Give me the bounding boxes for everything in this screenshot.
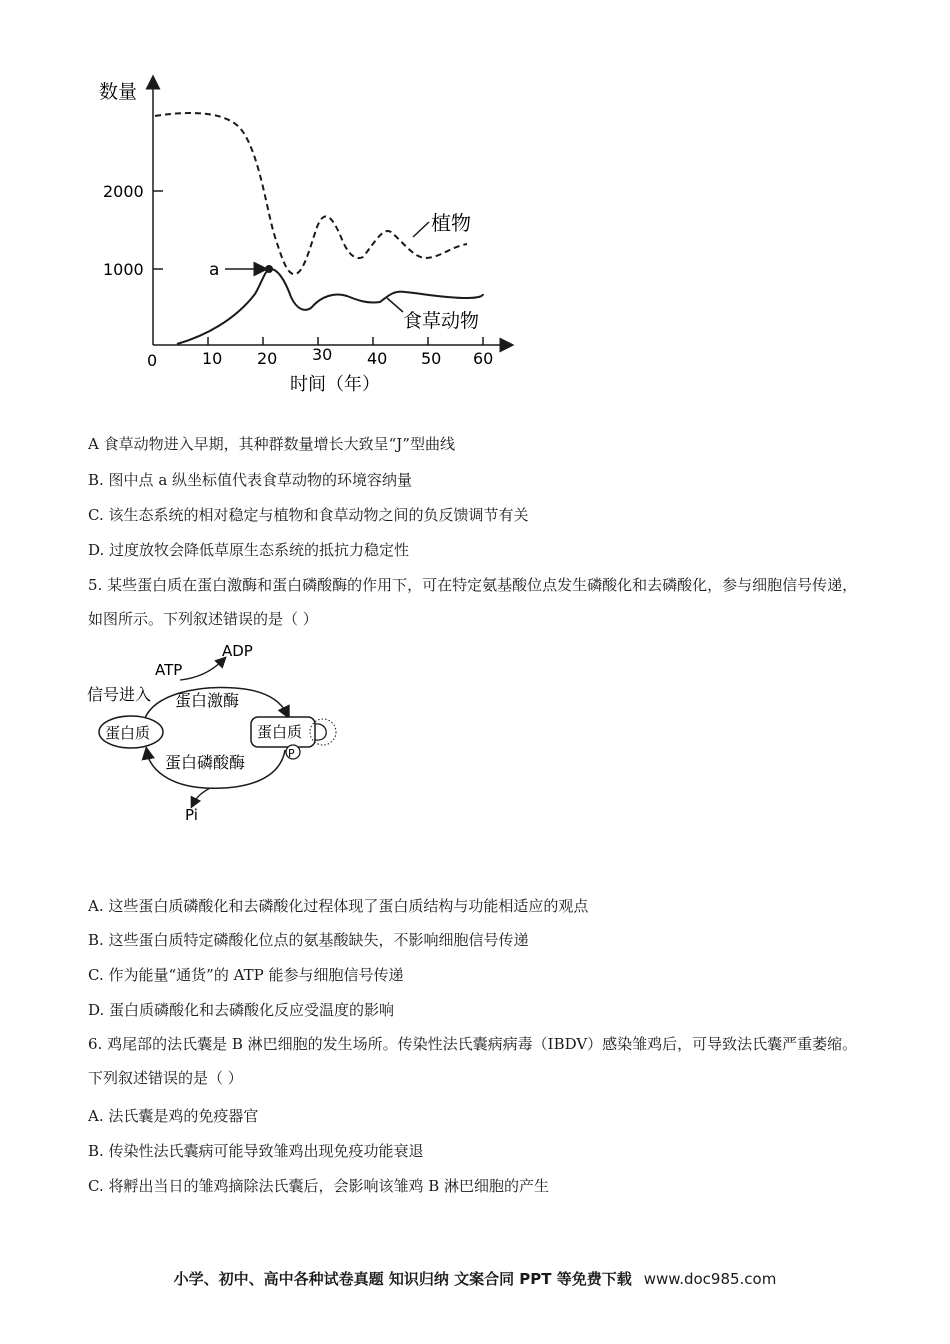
x-tick-50: 50 — [421, 349, 442, 368]
point-a — [265, 265, 273, 273]
q5-stem: 5. 某些蛋白质在蛋白激酶和蛋白磷酸酶的作用下，可在特定氨基酸位点发生磷酸化和去磷酸化，参与细胞信号传递，如图所示。下列叙述错误的是（ ） — [88, 576, 858, 628]
q4-option-b: B. 图中点 a 纵坐标值代表食草动物的环境容纳量 — [88, 471, 413, 489]
pi-arrow — [193, 788, 210, 804]
pi-label: Pi — [185, 806, 198, 824]
x-tick-40: 40 — [367, 349, 388, 368]
q4-option-a: A 食草动物进入早期，其种群数量增长大致呈“J”型曲线 — [88, 435, 455, 453]
x-tick-60: 60 — [473, 349, 494, 368]
protein-label: 蛋白质 — [105, 724, 151, 742]
q6-option-b: B. 传染性法氏囊病可能导致雏鸡出现免疫功能衰退 — [88, 1142, 424, 1160]
q5-option-c: C. 作为能量“通货”的 ATP 能参与细胞信号传递 — [88, 966, 404, 984]
kinase-label: 蛋白激酶 — [175, 691, 240, 710]
point-a-label: a — [209, 260, 220, 280]
x-axis-label: 时间（年） — [290, 374, 380, 395]
footer-url[interactable]: www.doc985.com — [643, 1270, 777, 1288]
y-axis-label: 数量 — [99, 81, 138, 103]
footer — [0, 1268, 950, 1289]
x-tick-30: 30 — [312, 345, 333, 364]
x-tick-10: 10 — [202, 349, 223, 368]
herbivore-label: 食草动物 — [403, 310, 480, 332]
y-tick-2000: 2000 — [103, 182, 144, 201]
q6-option-a: A. 法氏囊是鸡的免疫器官 — [88, 1107, 259, 1125]
adp-label: ADP — [222, 642, 253, 660]
atp-label: ATP — [155, 661, 183, 679]
phosphorylation-diagram — [85, 640, 355, 825]
y-tick-1000: 1000 — [103, 260, 144, 279]
plant-curve — [155, 113, 467, 274]
phosphatase-label: 蛋白磷酸酶 — [165, 753, 246, 772]
phospho-protein-label: 蛋白质 — [257, 723, 303, 741]
population-graph — [95, 72, 525, 402]
x-tick-20: 20 — [257, 349, 278, 368]
signal-in-label: 信号进入 — [87, 685, 152, 704]
footer-text: 小学、初中、高中各种试卷真题 知识归纳 文案合同 PPT 等免费下载 — [173, 1270, 632, 1288]
p-symbol: P — [288, 747, 295, 760]
herbivore-curve — [177, 269, 483, 344]
atp-adp-arrow — [180, 660, 223, 680]
x-tick-0: 0 — [147, 351, 158, 370]
q5-option-b: B. 这些蛋白质特定磷酸化位点的氨基酸缺失，不影响细胞信号传递 — [88, 931, 529, 949]
q6-stem: 6. 鸡尾部的法氏囊是 B 淋巴细胞的发生场所。传染性法氏囊病病毒（IBDV）感染雏鸡后，可导致法氏囊严重萎缩。下列叙述错误的是（ ） — [88, 1035, 858, 1087]
plant-label: 植物 — [431, 211, 471, 235]
q4-option-d: D. 过度放牧会降低草原生态系统的抵抗力稳定性 — [88, 541, 410, 559]
q5-option-a: A. 这些蛋白质磷酸化和去磷酸化过程体现了蛋白质结构与功能相适应的观点 — [88, 897, 589, 915]
q6-option-c: C. 将孵出当日的雏鸡摘除法氏囊后，会影响该雏鸡 B 淋巴细胞的产生 — [88, 1177, 550, 1195]
q4-option-c: C. 该生态系统的相对稳定与植物和食草动物之间的负反馈调节有关 — [88, 506, 529, 524]
q5-option-d: D. 蛋白质磷酸化和去磷酸化反应受温度的影响 — [88, 1001, 395, 1019]
